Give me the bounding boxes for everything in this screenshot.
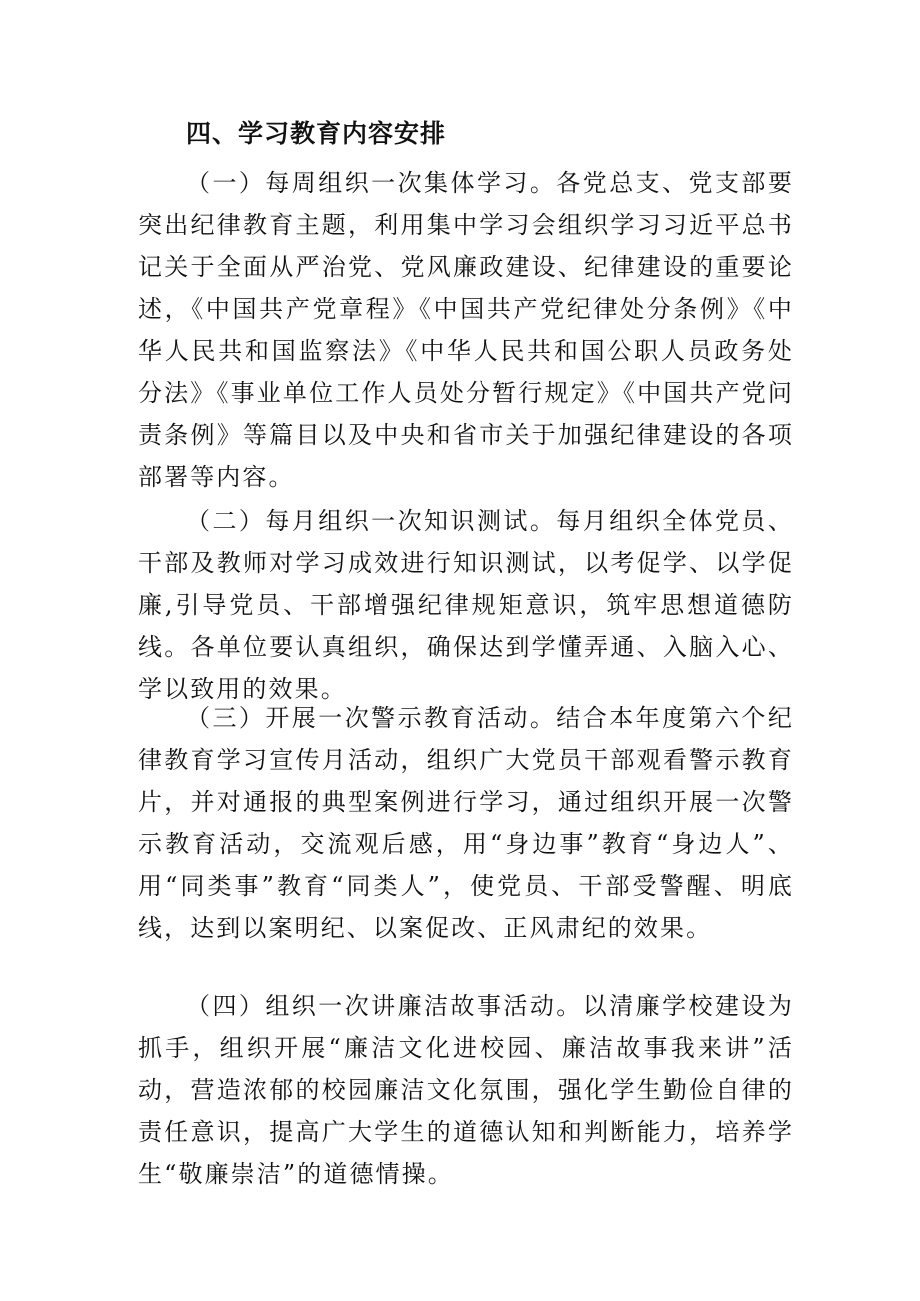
section-heading: 四、学习教育内容安排 [186, 119, 447, 148]
paragraph-warning-education: （三）开展一次警示教育活动。结合本年度第六个纪律教育学习宣传月活动，组织广大党员干部观看警示教育片，并对通报的典型案例进行学习，通过组织开展一次警示教育活动，交流观后感，用“身边事”教育“身边人”、用“同类事”教育“同类人”，使党员、干部受警醒、明底线，达到以案明纪、以案促改、正风肃纪的效果。 [138, 704, 794, 942]
paragraph-integrity-stories: （四）组织一次讲廉洁故事活动。以清廉学校建设为抓手，组织开展“廉洁文化进校园、廉洁故事我来讲”活动，营造浓郁的校园廉洁文化氛围，强化学生勤俭自律的责任意识，提高广大学生的道德认知和判断能力，培养学生“敬廉崇洁”的道德情操。 [138, 992, 794, 1188]
paragraph-3-block [138, 697, 794, 949]
paragraph-2-block [138, 500, 794, 710]
paragraph-weekly-study: （一）每周组织一次集体学习。各党总支、党支部要突出纪律教育主题，利用集中学习会组织学习习近平总书记关于全面从严治党、党风廉政建设、纪律建设的重要论述，《中国共产党章程》《中国共产党纪律处分条例》《中华人民共和国监察法》《中华人民共和国公职人员政务处分法》《事业单位工作人员处分暂行规定》《中国共产党问责条例》等篇目以及中央和省市关于加强纪律建设的各项部署等内容。 [138, 169, 794, 491]
paragraph-monthly-test: （二）每月组织一次知识测试。每月组织全体党员、干部及教师对学习成效进行知识测试，以考促学、以学促廉,引导党员、干部增强纪律规矩意识，筑牢思想道德防线。各单位要认真组织，确保达到学懂弄通、入脑入心、学以致用的效果。 [138, 507, 794, 703]
paragraph-4-block [138, 985, 794, 1195]
paragraph-1-block [138, 162, 794, 498]
